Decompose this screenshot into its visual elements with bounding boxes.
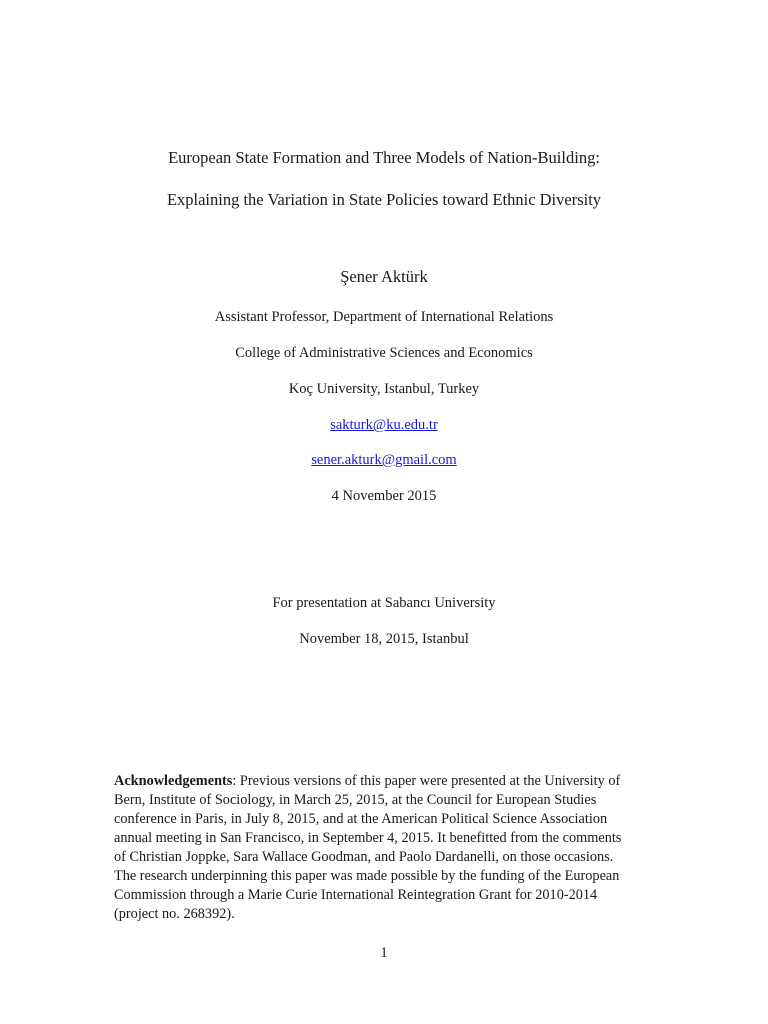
acknowledgements-line: Bern, Institute of Sociology, in March 25, 2015, at the Council for European Studies: [114, 792, 597, 808]
acknowledgements-line: conference in Paris, in July 8, 2015, and at the American Political Science Association: [114, 811, 608, 827]
presentation-venue: For presentation at Sabancı University: [272, 595, 496, 611]
paper-title-line-1: European State Formation and Three Models of Nation-Building:: [168, 148, 600, 167]
email-link-primary[interactable]: sakturk@ku.edu.tr: [330, 417, 438, 433]
acknowledgements-line: of Christian Joppke, Sara Wallace Goodman, and Paolo Dardanelli, on those occasions.: [114, 849, 614, 865]
author-college: College of Administrative Sciences and Economics: [235, 345, 533, 361]
acknowledgements-label: Acknowledgements: [114, 773, 233, 789]
acknowledgements-paragraph: [114, 772, 659, 924]
acknowledgements-line: Commission through a Marie Curie International Reintegration Grant for 2010-2014: [114, 887, 598, 903]
author-name: Şener Aktürk: [340, 267, 428, 286]
acknowledgements-line: annual meeting in San Francisco, in September 4, 2015. It benefitted from the comments: [114, 830, 622, 846]
page-number: 1: [380, 945, 388, 961]
email-container-2: [0, 450, 768, 470]
acknowledgements-line: The research underpinning this paper was made possible by the funding of the European: [114, 868, 620, 884]
acknowledgements-line: : Previous versions of this paper were presented at the University of: [232, 773, 621, 789]
email-link-secondary[interactable]: sener.akturk@gmail.com: [311, 452, 457, 468]
paper-date: 4 November 2015: [331, 488, 437, 504]
author-position: Assistant Professor, Department of International Relations: [214, 309, 554, 325]
acknowledgements-line: (project no. 268392).: [114, 906, 235, 922]
author-university: Koç University, Istanbul, Turkey: [288, 381, 480, 397]
paper-title-line-2: Explaining the Variation in State Policies toward Ethnic Diversity: [166, 190, 602, 209]
email-container-1: [0, 415, 768, 435]
acknowledgements-first-line: [114, 772, 659, 791]
presentation-date: November 18, 2015, Istanbul: [299, 631, 469, 647]
